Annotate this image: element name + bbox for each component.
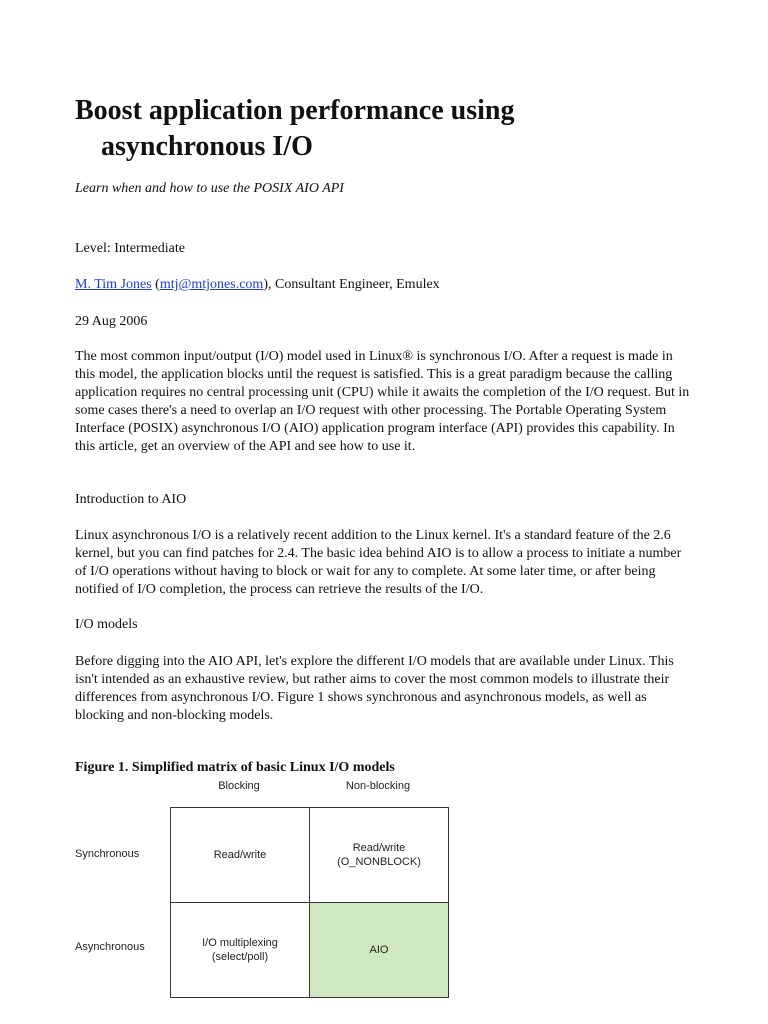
section-intro-paragraph: Linux asynchronous I/O is a relatively recent addition to the Linux kernel. It's a standard feature of the 2.6 kernel, but you can find patches for 2.4. The basic idea behind AIO is to allow a process to initiate a number of I/O operations without having to block or wait for any to complete. At some later time, or after being notified of I/O completion, the process can retrieve the results of the I/O. (75, 528, 682, 597)
cell-async-blocking-line1: I/O multiplexing (202, 937, 278, 949)
column-header-nonblocking: Non-blocking (345, 780, 411, 792)
intro-paragraph: The most common input/output (I/O) model used in Linux® is synchronous I/O. After a request is made in this model, the application blocks until the request is satisfied. This is a great paradigm because the calling application requires no central processing unit (CPU) while it awaits the completion of the I/O request. But in some cases there's a need to overlap an I/O request with other processing. The Portable Operating System Interface (POSIX) asynchronous I/O (AIO) application program interface (API) provides this capability. In this article, get an overview of the API and see how to use it. (75, 349, 690, 454)
cell-sync-nonblocking-line2: (O_NONBLOCK) (337, 856, 421, 868)
row-header-asynchronous: Asynchronous (75, 941, 145, 953)
matrix-grid (170, 807, 449, 998)
author-line (75, 277, 440, 293)
column-header-blocking: Blocking (218, 780, 260, 792)
cell-async-blocking-line2: (select/poll) (211, 951, 269, 963)
level-label: Level: Intermediate (75, 241, 185, 256)
section-io-models-paragraph: Before digging into the AIO API, let's explore the different I/O models that are available under Linux. This isn't intended as an exhaustive review, but rather aims to cover the most common models to illustrate their differences from asynchronous I/O. Figure 1 shows synchronous and asynchronous models, as well as blocking and non-blocking models. (75, 654, 674, 723)
author-name-link[interactable]: M. Tim Jones (75, 277, 152, 292)
cell-sync-blocking (171, 808, 310, 903)
cell-sync-nonblocking-line1: Read/write (352, 842, 406, 854)
title-line-2: asynchronous I/O (101, 131, 313, 162)
cell-sync-nonblocking (310, 808, 449, 903)
cell-sync-blocking-label: Read/write (213, 849, 267, 861)
cell-async-nonblocking-label: AIO (369, 944, 389, 956)
section-heading-intro: Introduction to AIO (75, 492, 187, 507)
row-header-synchronous: Synchronous (75, 848, 140, 860)
cell-async-nonblocking (310, 903, 449, 998)
author-email-link[interactable]: mtj@mtjones.com (159, 277, 264, 292)
figure-caption: Figure 1. Simplified matrix of basic Linux I/O models (75, 760, 395, 775)
cell-async-blocking (171, 903, 310, 998)
author-paren-open: ( (151, 277, 160, 292)
author-affiliation: ), Consultant Engineer, Emulex (263, 277, 440, 292)
io-model-matrix-figure (75, 776, 475, 1006)
page-title (75, 93, 675, 165)
title-line-1: Boost application performance using (75, 95, 515, 126)
section-heading-io-models: I/O models (75, 617, 138, 632)
publish-date: 29 Aug 2006 (75, 314, 148, 329)
subtitle: Learn when and how to use the POSIX AIO API (75, 181, 344, 196)
